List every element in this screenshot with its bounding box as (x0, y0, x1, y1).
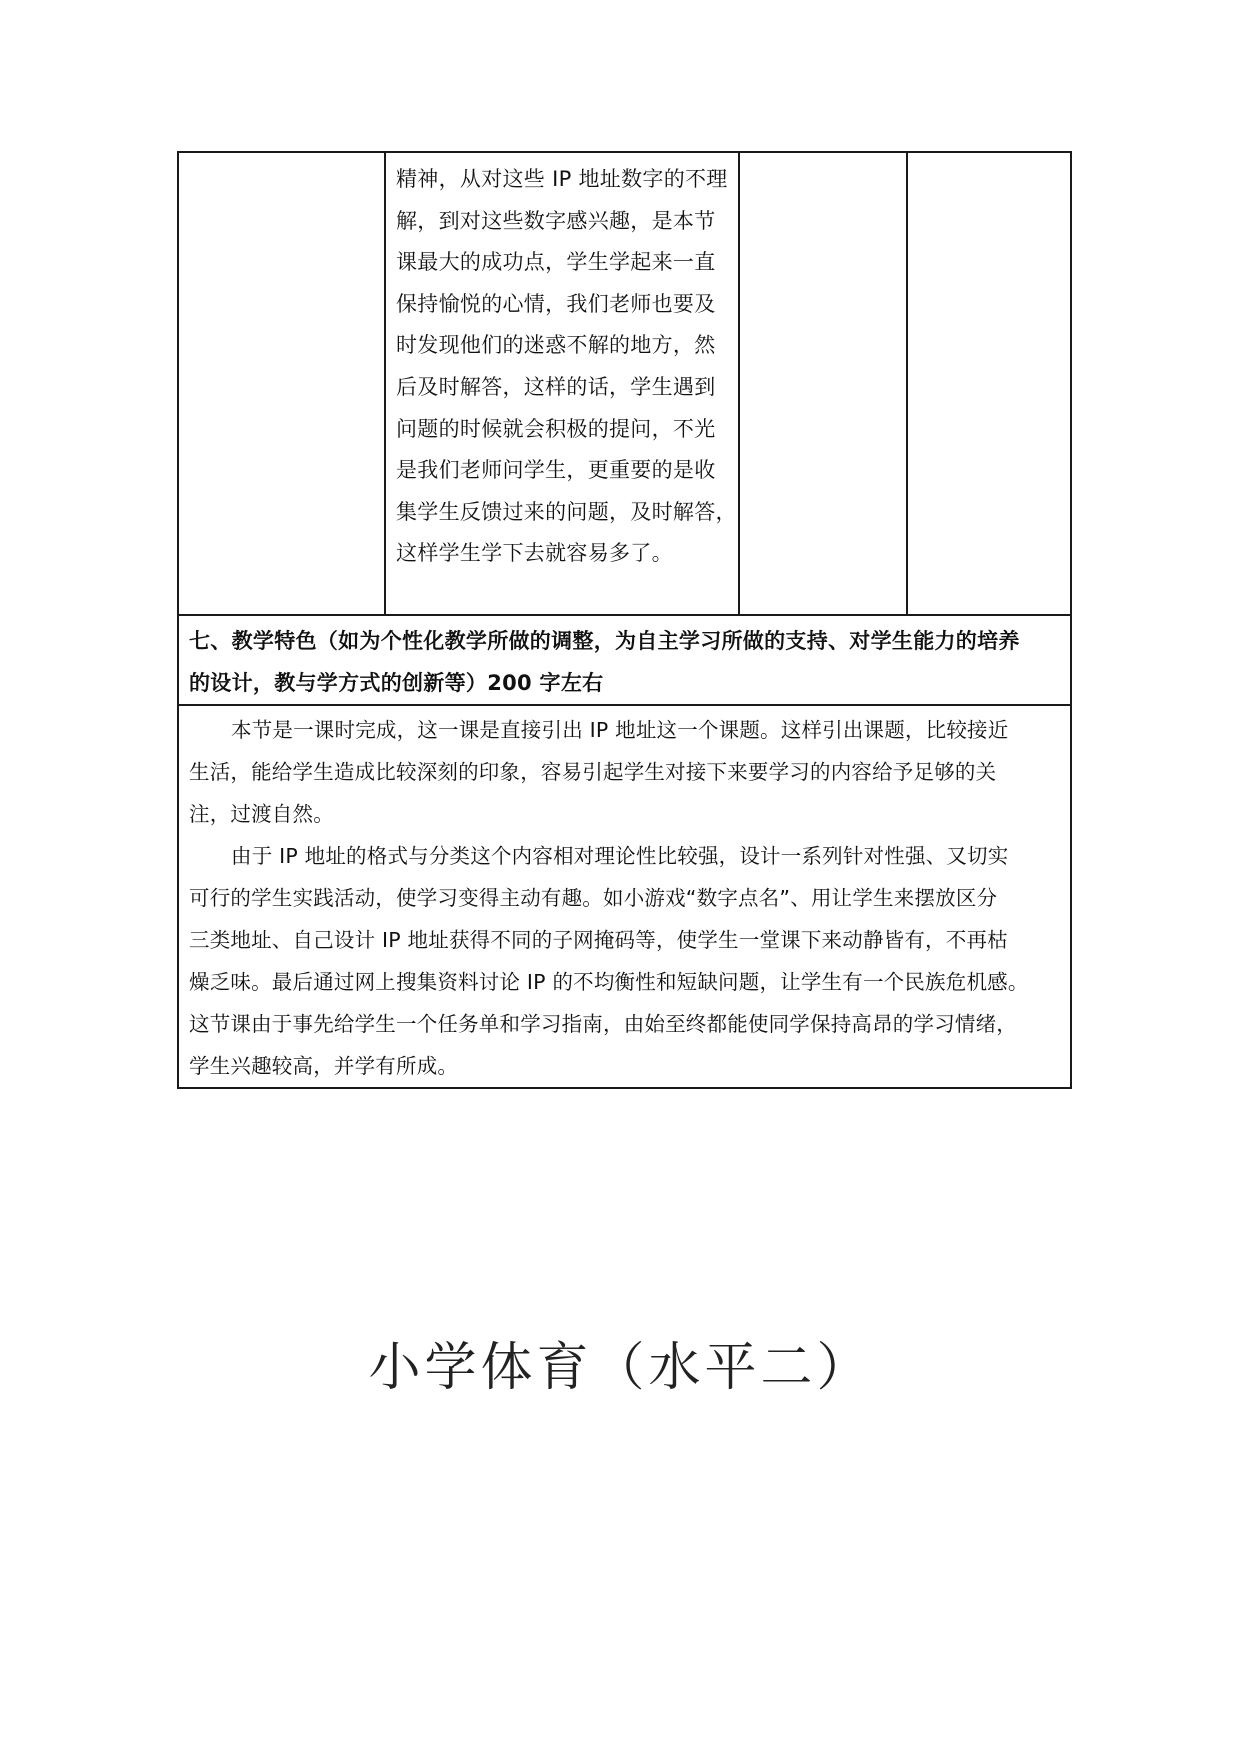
empty-cell-middle (739, 152, 907, 615)
page-title: 小学体育（水平二） (368, 1338, 873, 1398)
reflection-line: 这样学生学下去就容易多了。 (396, 541, 673, 566)
heading-line: 七、教学特色（如为个性化教学所做的调整，为自主学习所做的支持、对学生能力的培养 (189, 629, 1020, 653)
reflection-line: 精神，从对这些 IP 地址数字的不理 (396, 167, 728, 191)
reflection-line: 解，到对这些数字感兴趣，是本节 (396, 208, 716, 233)
paragraph-line: 三类地址、自己设计 IP 地址获得不同的子网掩码等，使学生一堂课下来动静皆有，不再枯 (189, 928, 1008, 952)
heading-line: 的设计，教与学方式的创新等）200 字左右 (189, 671, 604, 695)
reflection-line: 问题的时候就会积极的提问，不光 (396, 416, 716, 441)
paragraph-line: 可行的学生实践活动，使学习变得主动有趣。如小游戏“数字点名”、用让学生来摆放区分 (189, 886, 998, 910)
paragraph-line: 生活，能给学生造成比较深刻的印象，容易引起学生对接下来要学习的内容给予足够的关 (189, 760, 997, 784)
lesson-plan-table (177, 151, 1072, 1089)
section-seven-heading-row (178, 615, 1071, 705)
section-seven-body-row (178, 705, 1071, 1088)
reflection-row (178, 152, 1071, 615)
empty-cell-left (178, 152, 385, 615)
paragraph-line: 燥乏味。最后通过网上搜集资料讨论 IP 的不均衡性和短缺问题，让学生有一个民族危机感。 (189, 970, 1029, 994)
section-seven-body (178, 705, 1071, 1088)
reflection-line: 是我们老师问学生，更重要的是收 (396, 458, 716, 483)
paragraph-line: 由于 IP 地址的格式与分类这个内容相对理论性比较强，设计一系列针对性强、又切实 (231, 844, 1009, 868)
empty-cell-right (907, 152, 1071, 615)
section-seven-heading (178, 615, 1071, 705)
reflection-line: 后及时解答，这样的话，学生遇到 (396, 374, 716, 399)
reflection-line: 集学生反馈过来的问题，及时解答， (396, 499, 737, 524)
paragraph-line: 这节课由于事先给学生一个任务单和学习指南，由始至终都能使同学保持高昂的学习情绪， (189, 1012, 1017, 1036)
reflection-cell (385, 152, 739, 615)
reflection-line: 保持愉悦的心情，我们老师也要及 (396, 291, 716, 316)
reflection-line: 时发现他们的迷惑不解的地方，然 (396, 333, 716, 358)
reflection-line: 课最大的成功点，学生学起来一直 (396, 250, 716, 275)
paragraph-line: 学生兴趣较高，并学有所成。 (189, 1054, 459, 1078)
paragraph-line: 本节是一课时完成，这一课是直接引出 IP 地址这一个课题。这样引出课题，比较接近 (231, 718, 1009, 742)
paragraph-line: 注，过渡自然。 (189, 802, 334, 826)
